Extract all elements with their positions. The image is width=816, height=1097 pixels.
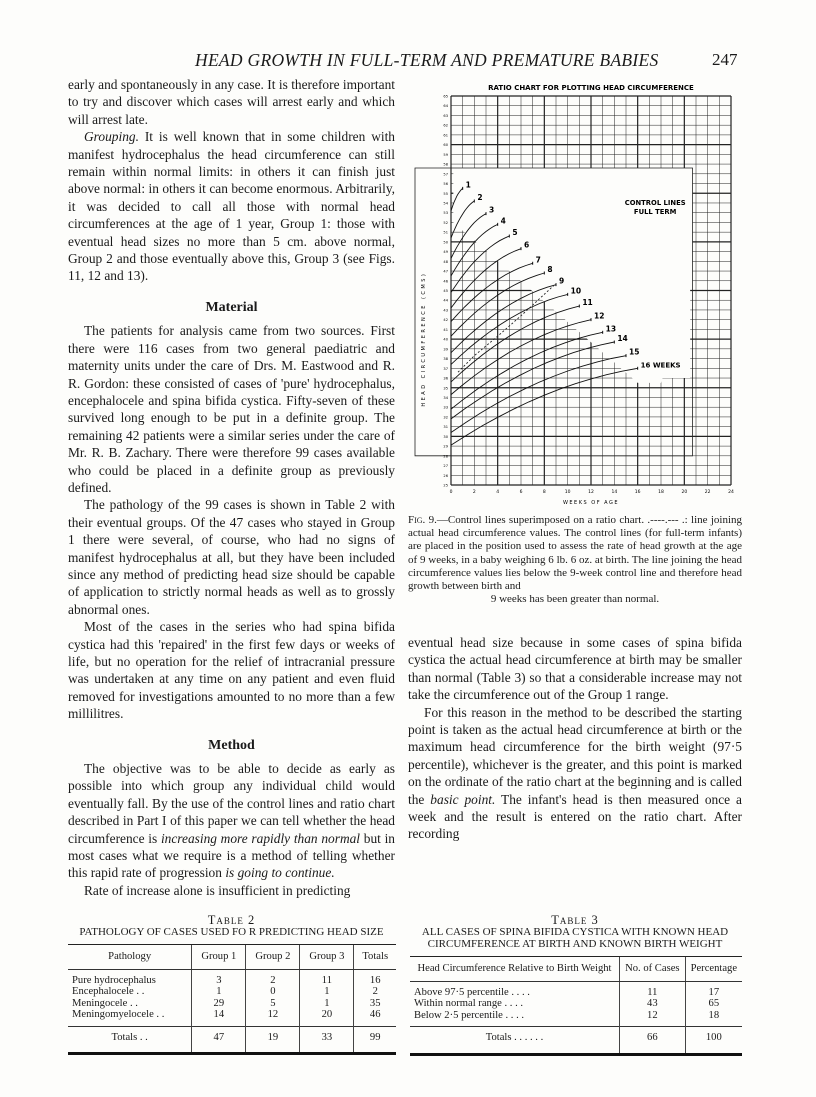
x-tick-label: 8 bbox=[542, 490, 546, 495]
table-row bbox=[68, 998, 396, 1010]
totals-row bbox=[68, 1026, 396, 1054]
emphasis: increasing more rapidly than normal bbox=[160, 830, 361, 846]
y-tick-label: 37 bbox=[443, 366, 448, 371]
y-tick-label: 26 bbox=[443, 473, 448, 478]
paragraph: Most of the cases in the series who had spina bifida cystica had this 'repaired' in the first few days or weeks of life, but no operation for the relief of intracranial pressure was undertaken at any time on any patient and even fluid removed for investigations amounted to no more than a few millilitres. bbox=[68, 619, 395, 722]
table-cell: Totals . . bbox=[68, 1026, 192, 1054]
y-tick-label: 41 bbox=[443, 327, 448, 332]
caption-last-line: 9 weeks has been greater than normal. bbox=[490, 593, 660, 606]
y-tick-label: 58 bbox=[443, 162, 448, 167]
text: but in most cases what we require is a method of telling whether this rapid rate of progression bbox=[68, 830, 395, 881]
emphasis: basic point. bbox=[430, 791, 496, 807]
y-tick-label: 59 bbox=[443, 152, 448, 157]
paragraph-text: It is well known that in some children with manifest hydrocephalus the head circumference can still remain within normal limits: in others it can finish just above normal: in others it can become enormous. Arbitrarily, it was decided to call all those with normal head circumferences at the age of 1 year, Group 1: those with eventual head sizes no more than 5 cm. above normal, Group 2 and those eventually above this, Group 3 (see Figs. 11, 12 and 13). bbox=[68, 129, 395, 284]
table-row bbox=[410, 998, 742, 1010]
column-header: Group 3 bbox=[300, 945, 354, 970]
table-cell: 1 bbox=[192, 986, 246, 998]
y-tick-label: 57 bbox=[443, 172, 448, 177]
x-tick-label: 20 bbox=[681, 490, 688, 495]
table-label: Table 3 bbox=[551, 913, 599, 927]
figure-caption bbox=[408, 514, 742, 606]
table-cell: 33 bbox=[300, 1026, 354, 1054]
control-line-label: 10 bbox=[570, 286, 582, 296]
table-cell: 0 bbox=[246, 986, 300, 998]
paragraph: early and spontaneously in any case. It is therefore important to try and discover which cases will arrest early and which will arrest late. bbox=[68, 77, 395, 127]
table-cell: 1 bbox=[300, 986, 354, 998]
caption-text: —Control lines superimposed on a ratio chart. .----.--- .: line joining actual head circumference values. The control lines (for full-term infants) are placed in the position used to assess the rate of head growth at the age of 9 weeks, in a baby weighing 6 lb. 6 oz. at birth. The line joining the head circumference values lies below the 9-week control line and therefore head growth between birth and bbox=[408, 514, 743, 593]
table-cell: 20 bbox=[300, 1009, 354, 1026]
column-header: Percentage bbox=[685, 957, 742, 982]
actual-values-line bbox=[458, 286, 554, 373]
y-tick-label: 61 bbox=[443, 133, 448, 138]
paragraph: eventual head size because in some cases of spina bifida cystica the actual head circumference at birth may be smaller than normal (Table 3) so that a considerable increase may not take the circumference out of the Group 1 range. bbox=[408, 635, 742, 703]
control-line-label: 9 bbox=[559, 276, 565, 286]
table-cell: 14 bbox=[192, 1009, 246, 1026]
section-heading-method: Method bbox=[208, 737, 255, 753]
y-tick-label: 40 bbox=[443, 337, 448, 342]
y-tick-label: 51 bbox=[443, 230, 448, 235]
page-header bbox=[0, 50, 816, 74]
control-line-label: 5 bbox=[512, 228, 518, 238]
y-tick-label: 46 bbox=[443, 279, 448, 284]
totals-row bbox=[410, 1027, 742, 1055]
y-tick-label: 65 bbox=[443, 94, 448, 99]
table-row bbox=[68, 986, 396, 998]
paragraph: Rate of increase alone is insufficient in predicting bbox=[84, 882, 351, 898]
y-tick-label: 34 bbox=[443, 395, 448, 400]
x-tick-label: 10 bbox=[564, 490, 571, 495]
control-line-label: 15 bbox=[629, 347, 640, 357]
table-row bbox=[410, 1010, 742, 1027]
control-line-label: 13 bbox=[605, 324, 617, 334]
table-cell: 2 bbox=[246, 969, 300, 986]
column-header: Group 2 bbox=[246, 945, 300, 970]
x-tick-label: 2 bbox=[472, 490, 476, 495]
table-cell: 3 bbox=[192, 969, 246, 986]
ratio-chart bbox=[405, 80, 745, 510]
column-header: Group 1 bbox=[192, 945, 246, 970]
y-tick-label: 31 bbox=[443, 425, 448, 430]
x-tick-label: 24 bbox=[728, 490, 734, 495]
x-tick-label: 0 bbox=[449, 490, 453, 495]
y-tick-label: 29 bbox=[443, 444, 448, 449]
paragraph: The patients for analysis came from two sources. First there were 116 cases from two general paediatric and maternity units under the care of Drs. M. Eastwood and R. R. Gordon: these consisted of cases of 'pure' hydrocephalus, encephalocele and spina bifida cystica. Fifty-seven of these survived long enough to be put in a definite group. The remaining 42 patients were a similar series under the care of Mr. R. B. Zachary. There were therefore 99 cases available who could be placed in a definite group as previously defined. bbox=[68, 323, 395, 495]
table-cell: 47 bbox=[192, 1026, 246, 1054]
table-cell: 65 bbox=[685, 998, 742, 1010]
control-line-label: 11 bbox=[582, 298, 593, 308]
column-header: No. of Cases bbox=[620, 957, 686, 982]
control-line-label: 3 bbox=[489, 205, 495, 215]
y-tick-label: 54 bbox=[443, 201, 448, 206]
table-cell: 35 bbox=[354, 998, 396, 1010]
x-tick-label: 12 bbox=[588, 490, 594, 495]
annotation-control-lines: CONTROL LINES bbox=[624, 198, 686, 207]
y-tick-label: 45 bbox=[443, 289, 448, 293]
table-cell: 2 bbox=[354, 986, 396, 998]
table-cell: 1 bbox=[300, 998, 354, 1010]
table-cell: 66 bbox=[620, 1027, 686, 1055]
table-row bbox=[68, 969, 396, 986]
y-tick-label: 53 bbox=[443, 211, 448, 216]
control-line-label: 8 bbox=[547, 264, 553, 274]
table-cell: Above 97·5 percentile . . . . bbox=[414, 986, 530, 998]
x-tick-label: 22 bbox=[704, 490, 711, 495]
table-row bbox=[68, 1009, 396, 1026]
page-number: 247 bbox=[712, 50, 738, 69]
table-label: Table 2 bbox=[207, 913, 256, 927]
text: For this reason in the method to be described the starting point is taken as the actual head circumference at birth or the maximum head circumference for the birth weight (97·5 percentile), whichever is the greater, and this point is marked on the ordinate of the ratio chart at the beginning and is called the bbox=[408, 704, 742, 807]
y-tick-label: 27 bbox=[443, 464, 448, 469]
y-tick-label: 56 bbox=[443, 182, 448, 187]
table-cell: 29 bbox=[192, 998, 246, 1010]
y-tick-label: 47 bbox=[443, 269, 448, 274]
table-cell: 16 bbox=[354, 969, 396, 986]
text: The infant's head is then measured once a week and the result is entered on the ratio chart. After recording bbox=[408, 791, 742, 842]
figure-label: Fig. 9. bbox=[408, 514, 437, 526]
running-title: HEAD GROWTH IN FULL-TERM AND PREMATURE BABIES bbox=[195, 50, 659, 70]
run-in-heading: Grouping. bbox=[84, 129, 139, 145]
control-line-label: 16 WEEKS bbox=[640, 361, 681, 370]
y-tick-label: 33 bbox=[443, 405, 448, 410]
paragraph: The pathology of the 99 cases is shown in Table 2 with their eventual groups. Of the 47 cases who stayed in Group 1 there were several, of course, who had no signs of manifest hydrocephalus at all, but they have been included since any method of predicting head size should be capable of application to strictly normal heads as well as to grossly abnormal ones. bbox=[68, 497, 395, 617]
table-caption: PATHOLOGY OF CASES USED FO R PREDICTING HEAD SIZE bbox=[79, 926, 384, 938]
y-tick-label: 28 bbox=[443, 454, 448, 459]
y-tick-label: 64 bbox=[443, 104, 448, 109]
y-tick-label: 50 bbox=[443, 240, 448, 245]
table-cell: 5 bbox=[246, 998, 300, 1010]
control-line-label: 2 bbox=[477, 193, 483, 203]
table2-title bbox=[68, 914, 395, 938]
right-column bbox=[408, 634, 742, 843]
control-line bbox=[451, 356, 626, 433]
y-tick-label: 32 bbox=[443, 415, 448, 420]
table3-title bbox=[408, 914, 742, 950]
table-cell: 18 bbox=[685, 1010, 742, 1027]
table-cell: 43 bbox=[620, 998, 686, 1010]
table-cell: Below 2·5 percentile . . . . bbox=[414, 1009, 525, 1021]
table-cell: Encephalocele . . bbox=[72, 986, 145, 997]
emphasis: is going to continue. bbox=[225, 865, 335, 881]
table-cell: 19 bbox=[246, 1026, 300, 1054]
control-line-label: 1 bbox=[465, 180, 471, 190]
y-tick-label: 55 bbox=[443, 191, 448, 196]
y-tick-label: 25 bbox=[443, 483, 448, 488]
table-row bbox=[410, 981, 742, 998]
table-cell: 11 bbox=[620, 981, 686, 998]
table-cell: 46 bbox=[354, 1009, 396, 1026]
table-cell: 11 bbox=[300, 969, 354, 986]
table2 bbox=[68, 944, 396, 1055]
y-tick-label: 52 bbox=[443, 220, 448, 225]
table-cell: Pure hydrocephalus bbox=[72, 974, 156, 986]
table-cell: 17 bbox=[685, 981, 742, 998]
y-tick-label: 38 bbox=[443, 357, 448, 362]
y-tick-label: 43 bbox=[443, 308, 448, 313]
table-cell: Totals . . . . . . bbox=[410, 1027, 620, 1055]
column-header: Pathology bbox=[68, 945, 192, 970]
table-cell: 99 bbox=[354, 1026, 396, 1054]
y-tick-label: 48 bbox=[443, 259, 448, 264]
left-column bbox=[68, 76, 395, 899]
paragraph bbox=[408, 704, 742, 843]
y-tick-label: 44 bbox=[443, 298, 448, 303]
y-tick-label: 63 bbox=[443, 113, 448, 118]
chart-title: RATIO CHART FOR PLOTTING HEAD CIRCUMFERENCE bbox=[488, 84, 694, 92]
table-cell: 12 bbox=[620, 1010, 686, 1027]
column-header: Head Circumference Relative to Birth Weight bbox=[410, 957, 620, 982]
control-line-label: 12 bbox=[594, 311, 605, 321]
x-axis-label: WEEKS OF AGE bbox=[562, 500, 620, 506]
column-header: Totals bbox=[354, 945, 396, 970]
y-axis-label: HEAD CIRCUMFERENCE (CMS) bbox=[421, 271, 427, 407]
y-tick-label: 62 bbox=[443, 123, 448, 128]
control-line-label: 6 bbox=[524, 240, 530, 250]
section-heading-material: Material bbox=[205, 299, 258, 315]
paragraph bbox=[68, 760, 395, 882]
control-line-label: 4 bbox=[500, 216, 506, 226]
table-caption: ALL CASES OF SPINA BIFIDA CYSTICA WITH KNOWN HEAD CIRCUMFERENCE AT BIRTH AND KNOWN BIRTH WEIGHT bbox=[421, 926, 729, 950]
table-cell: 100 bbox=[685, 1027, 742, 1055]
x-tick-label: 4 bbox=[496, 490, 500, 495]
y-tick-label: 60 bbox=[443, 143, 448, 148]
x-tick-label: 18 bbox=[658, 490, 664, 495]
control-line-label: 7 bbox=[535, 255, 541, 265]
x-tick-label: 6 bbox=[519, 490, 523, 495]
control-line-label: 14 bbox=[617, 334, 628, 344]
y-tick-label: 39 bbox=[443, 347, 448, 352]
table3 bbox=[410, 956, 742, 1056]
table-cell: Meningocele . . bbox=[72, 997, 138, 1009]
text: The objective was to be able to decide as early as possible into which group any individual child would eventually fall. By the use of the control lines and ratio chart described in Part I of this paper we can tell whether the head circumference is bbox=[68, 761, 395, 846]
y-tick-label: 49 bbox=[443, 250, 448, 255]
table-cell: Meningomyelocele . . bbox=[72, 1009, 165, 1020]
y-tick-label: 30 bbox=[443, 434, 448, 439]
annotation-control-lines: FULL TERM bbox=[633, 207, 677, 216]
y-tick-label: 42 bbox=[443, 318, 448, 323]
paragraph-grouping bbox=[68, 128, 395, 285]
x-tick-label: 16 bbox=[634, 490, 641, 495]
y-tick-label: 35 bbox=[443, 386, 448, 391]
table-cell: 12 bbox=[246, 1009, 300, 1026]
y-tick-label: 36 bbox=[443, 376, 448, 381]
x-tick-label: 14 bbox=[611, 490, 618, 495]
table-cell: Within normal range . . . . bbox=[414, 998, 524, 1009]
